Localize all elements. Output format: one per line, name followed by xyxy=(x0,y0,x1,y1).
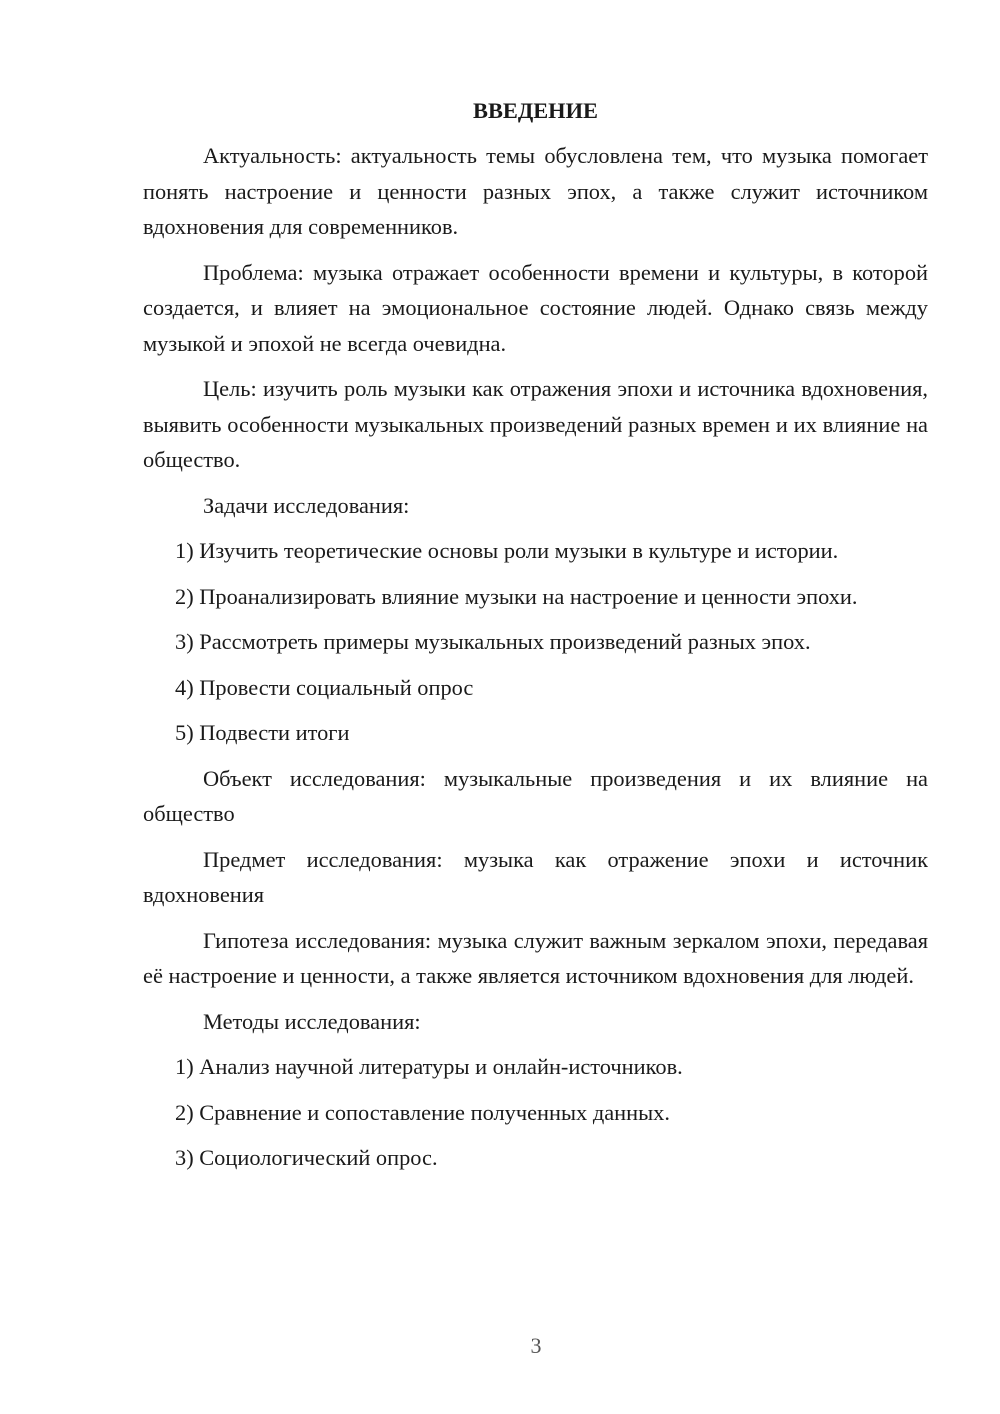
task-item-5: 5) Подвести итоги xyxy=(175,720,350,745)
goal-paragraph: Цель: изучить роль музыки как отражения эпохи и источника вдохновения, выявить особенности музыкальных произведений разных времен и их влияние на общество. xyxy=(143,376,928,472)
relevance-paragraph: Актуальность: актуальность темы обусловлена тем, что музыка помогает понять настроение и ценности разных эпох, а также служит источником вдохновения для современников. xyxy=(143,143,928,239)
method-item-1: 1) Анализ научной литературы и онлайн-источников. xyxy=(175,1054,683,1079)
task-item-4: 4) Провести социальный опрос xyxy=(175,674,474,700)
subject-paragraph: Предмет исследования: музыка как отражение эпохи и источник вдохновения xyxy=(143,846,928,907)
task-item-3: 3) Рассмотреть примеры музыкальных произведений разных эпох. xyxy=(175,629,811,654)
task-item-2: 2) Проанализировать влияние музыки на настроение и ценности эпохи. xyxy=(175,583,858,609)
page-number: 3 xyxy=(530,1333,542,1358)
method-item-2: 2) Сравнение и сопоставление полученных данных. xyxy=(175,1099,670,1125)
task-item-1: 1) Изучить теоретические основы роли музыки в культуре и истории. xyxy=(175,538,839,563)
tasks-heading: Задачи исследования: xyxy=(203,492,410,518)
methods-heading: Методы исследования: xyxy=(203,1008,421,1034)
document-page xyxy=(143,93,928,1186)
object-paragraph: Объект исследования: музыкальные произведения и их влияние на общество xyxy=(143,765,928,826)
section-title: ВВЕДЕНИЕ xyxy=(473,98,598,123)
problem-paragraph: Проблема: музыка отражает особенности времени и культуры, в которой создается, и влияет на эмоциональное состояние людей. Однако связь между музыкой и эпохой не всегда очевидна. xyxy=(143,259,928,356)
hypothesis-paragraph: Гипотеза исследования: музыка служит важным зеркалом эпохи, передавая её настроение и ценности, а также является источником вдохновения для людей. xyxy=(143,927,928,988)
method-item-3: 3) Социологический опрос. xyxy=(175,1145,438,1170)
